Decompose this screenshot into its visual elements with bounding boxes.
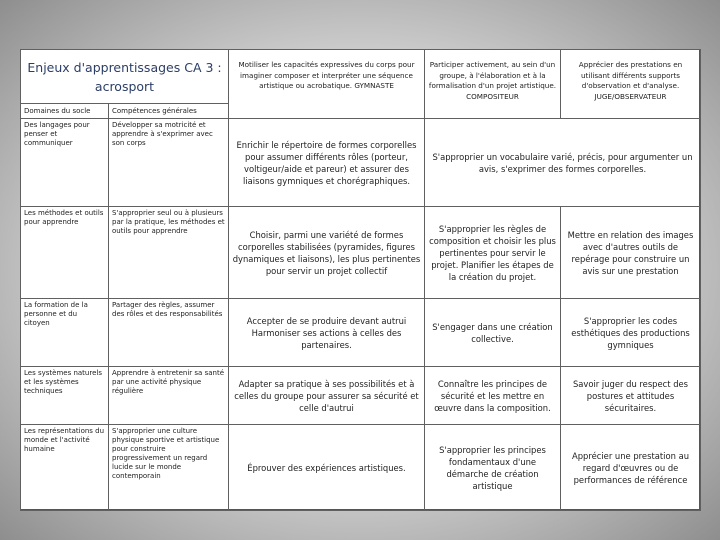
slide-page <box>20 49 700 510</box>
header-gymnaste: Motiliser les capacités expressives du corps pour imaginer composer et interpréter une séquence artistique ou acrobatique. GYMNASTE <box>229 50 425 119</box>
row3-gymnaste: Accepter de se produire devant autrui Harmoniser ses actions à celles des partenaires. <box>229 299 425 367</box>
row5-domain: Les représentations du monde et l'activité humaine <box>21 425 109 511</box>
subheader-competences: Compétences générales <box>109 104 229 119</box>
row3-juge: S'approprier les codes esthétiques des productions gymniques <box>561 299 701 367</box>
row1-competence: Développer sa motricité et apprendre à s'exprimer avec son corps <box>109 119 229 207</box>
row3-competence: Partager des règles, assumer des rôles et des responsabilités <box>109 299 229 367</box>
row1-gymnaste: Enrichir le répertoire de formes corporelles pour assumer différents rôles (porteur, voltigeur/aide et pareur) et assurer des liaisons gymniques et chorégraphiques. <box>229 119 425 207</box>
header-compositeur: Participer activement, au sein d'un groupe, à l'élaboration et à la formalisation d'un projet artistique. COMPOSITEUR <box>425 50 561 119</box>
header-juge-observateur: Apprécier des prestations en utilisant différents supports d'observation et d'analyse. JUGE/OBSERVATEUR <box>561 50 701 119</box>
row4-gymnaste: Adapter sa pratique à ses possibilités et à celles du groupe pour assurer sa sécurité et celle d'autrui <box>229 367 425 425</box>
row4-competence: Apprendre à entretenir sa santé par une activité physique régulière <box>109 367 229 425</box>
row1-compositeur-juge: S'approprier un vocabulaire varié, précis, pour argumenter un avis, s'exprimer des formes corporelles. <box>425 119 701 207</box>
subheader-domaines: Domaines du socle <box>21 104 109 119</box>
row2-competence: S'approprier seul ou à plusieurs par la pratique, les méthodes et outils pour apprendre <box>109 207 229 299</box>
row4-domain: Les systèmes naturels et les systèmes techniques <box>21 367 109 425</box>
row5-gymnaste: Éprouver des expériences artistiques. <box>229 425 425 511</box>
row2-compositeur: S'approprier les règles de composition et choisir les plus pertinentes pour servir le projet. Planifier les étapes de la création du projet. <box>425 207 561 299</box>
row4-juge: Savoir juger du respect des postures et attitudes sécuritaires. <box>561 367 701 425</box>
table-title: Enjeux d'apprentissages CA 3 : acrosport <box>21 50 229 104</box>
row3-compositeur: S'engager dans une création collective. <box>425 299 561 367</box>
row3-domain: La formation de la personne et du citoyen <box>21 299 109 367</box>
row4-compositeur: Connaître les principes de sécurité et les mettre en œuvre dans la composition. <box>425 367 561 425</box>
row5-compositeur: S'approprier les principes fondamentaux d'une démarche de création artistique <box>425 425 561 511</box>
competences-table <box>20 49 701 511</box>
row2-gymnaste: Choisir, parmi une variété de formes corporelles stabilisées (pyramides, figures dynamiques et liaisons), les plus pertinentes pour servir un projet collectif <box>229 207 425 299</box>
row5-juge: Apprécier une prestation au regard d'œuvres ou de performances de référence <box>561 425 701 511</box>
row5-competence: S'approprier une culture physique sportive et artistique pour construire progressivement un regard lucide sur le monde contemporain <box>109 425 229 511</box>
row1-domain: Des langages pour penser et communiquer <box>21 119 109 207</box>
row2-domain: Les méthodes et outils pour apprendre <box>21 207 109 299</box>
row2-juge: Mettre en relation des images avec d'autres outils de repérage pour construire un avis sur une prestation <box>561 207 701 299</box>
